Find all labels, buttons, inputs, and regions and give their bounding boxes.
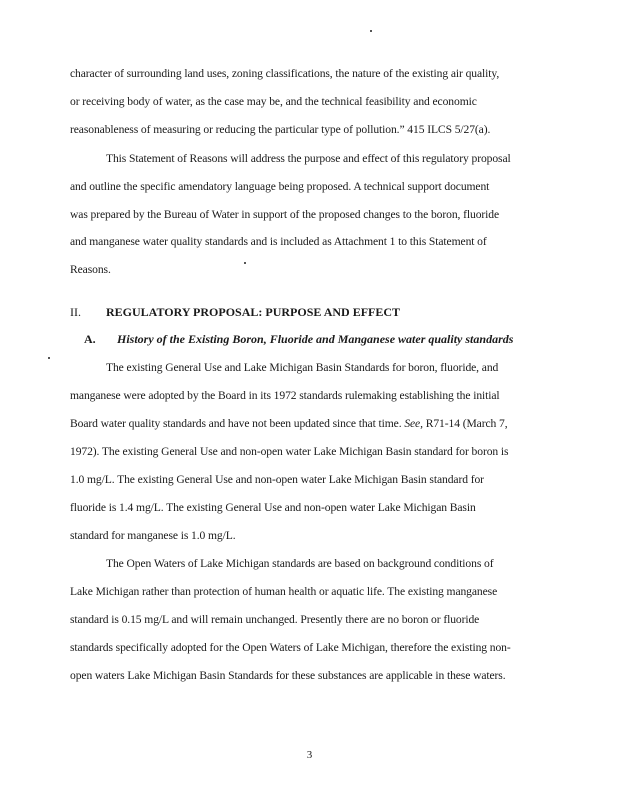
paragraph-4-line-1: The Open Waters of Lake Michigan standards are based on background conditions of bbox=[106, 557, 494, 570]
paragraph-3-line-3-text: Board water quality standards and have not been updated since that time. bbox=[70, 417, 402, 430]
paragraph-4-line-5: open waters Lake Michigan Basin Standards for these substances are applicable in these waters. bbox=[70, 669, 506, 682]
paragraph-1-line-1: character of surrounding land uses, zoning classifications, the nature of the existing air quality, bbox=[70, 67, 500, 80]
citation-reference: R71-14 (March 7, bbox=[425, 417, 508, 430]
section-title: REGULATORY PROPOSAL: PURPOSE AND EFFECT bbox=[106, 305, 401, 319]
paragraph-2-line-5: Reasons. bbox=[70, 263, 111, 276]
paragraph-3-line-2: manganese were adopted by the Board in its 1972 standards rulemaking establishing the initial bbox=[70, 389, 500, 402]
paragraph-1-line-3: reasonableness of measuring or reducing the particular type of pollution.” 415 ILCS 5/27(a). bbox=[70, 123, 491, 136]
paragraph-2-line-3: was prepared by the Bureau of Water in support of the proposed changes to the boron, fluoride bbox=[70, 208, 500, 221]
paragraph-1-line-2: or receiving body of water, as the case may be, and the technical feasibility and economic bbox=[70, 95, 477, 108]
subsection-letter: A. bbox=[84, 332, 96, 346]
paragraph-4-line-4: standards specifically adopted for the Open Waters of Lake Michigan, therefore the existing non- bbox=[70, 641, 511, 654]
scan-speck bbox=[48, 357, 50, 359]
paragraph-3-line-7: standard for manganese is 1.0 mg/L. bbox=[70, 529, 236, 542]
scan-speck bbox=[370, 30, 372, 32]
subsection-title: History of the Existing Boron, Fluoride and Manganese water quality standards bbox=[117, 332, 514, 346]
scan-speck bbox=[244, 262, 246, 264]
paragraph-4-line-3: standard is 0.15 mg/L and will remain unchanged. Presently there are no boron or fluoride bbox=[70, 613, 480, 626]
paragraph-2-line-2: and outline the specific amendatory language being proposed. A technical support document bbox=[70, 180, 490, 193]
section-number: II. bbox=[70, 305, 81, 319]
paragraph-3-line-3 bbox=[70, 417, 508, 431]
paragraph-3-line-5: 1.0 mg/L. The existing General Use and non-open water Lake Michigan Basin standard for bbox=[70, 473, 484, 486]
page-number: 3 bbox=[306, 749, 313, 761]
paragraph-2-line-4: and manganese water quality standards and is included as Attachment 1 to this Statement of bbox=[70, 235, 487, 248]
paragraph-3-line-6: fluoride is 1.4 mg/L. The existing General Use and non-open water Lake Michigan Basin bbox=[70, 501, 476, 514]
paragraph-3-line-1: The existing General Use and Lake Michigan Basin Standards for boron, fluoride, and bbox=[106, 361, 499, 374]
citation-see: See, bbox=[404, 417, 423, 430]
paragraph-4-line-2: Lake Michigan rather than protection of human health or aquatic life. The existing manganese bbox=[70, 585, 498, 598]
paragraph-2-line-1: This Statement of Reasons will address the purpose and effect of this regulatory proposal bbox=[106, 152, 511, 165]
paragraph-3-line-4: 1972). The existing General Use and non-open water Lake Michigan Basin standard for boron is bbox=[70, 445, 509, 458]
